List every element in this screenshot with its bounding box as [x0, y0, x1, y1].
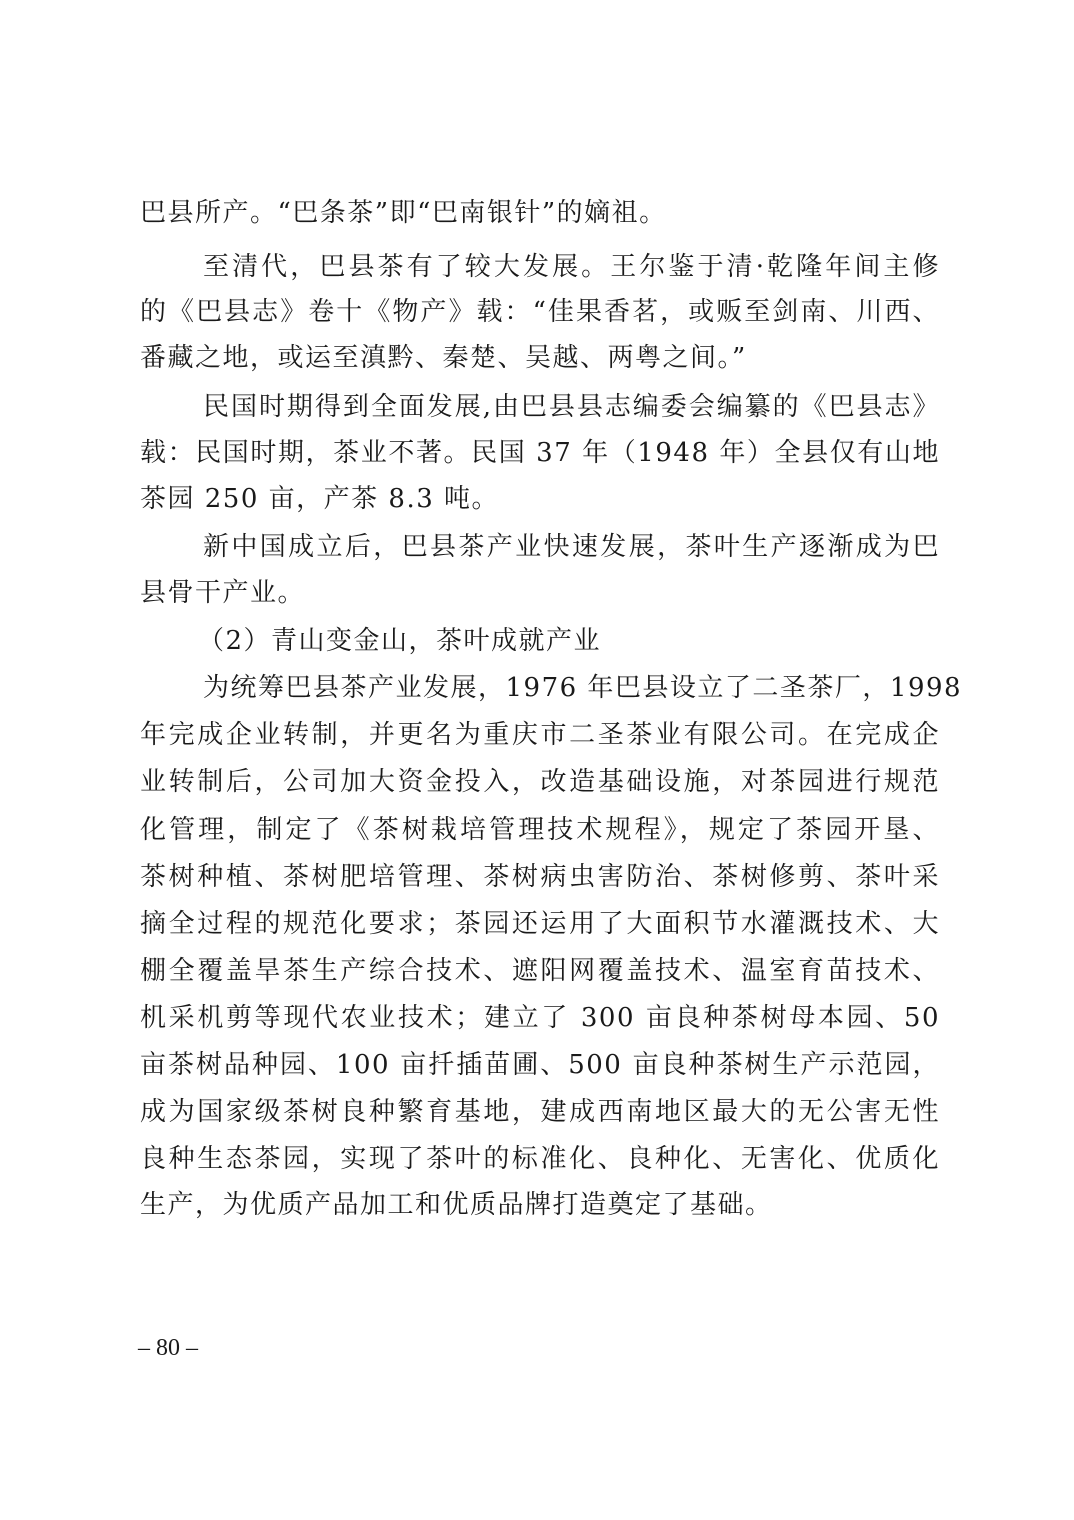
section-heading: （2）青山变金山，茶叶成就产业 — [198, 626, 602, 656]
text-line: 的《巴县志》卷十《物产》载：“佳果香茗，或贩至剑南、川西、 — [140, 297, 940, 327]
paragraph-first-line: 民国时期得到全面发展,由巴县县志编委会编纂的《巴县志》 — [203, 392, 940, 422]
text-line: 成为国家级茶树良种繁育基地，建成西南地区最大的无公害无性 — [140, 1097, 940, 1127]
text-line: 巴县所产。“巴条茶”即“巴南银针”的嫡祖。 — [140, 198, 667, 228]
page-number: – 80 – — [138, 1335, 198, 1361]
paragraph-first-line: 至清代，巴县茶有了较大发展。王尔鉴于清·乾隆年间主修 — [203, 252, 940, 282]
text-line: 茶园 250 亩，产茶 8.3 吨。 — [140, 484, 500, 514]
text-line: 棚全覆盖旱茶生产综合技术、遮阳网覆盖技术、温室育苗技术、 — [140, 956, 940, 986]
text-line: 茶树种植、茶树肥培管理、茶树病虫害防治、茶树修剪、茶叶采 — [140, 862, 940, 892]
text-line: 番藏之地，或运至滇黔、秦楚、吴越、两粤之间。” — [140, 343, 747, 373]
paragraph-first-line: 新中国成立后，巴县茶产业快速发展，茶叶生产逐渐成为巴 — [203, 532, 940, 562]
text-line: 生产，为优质产品加工和优质品牌打造奠定了基础。 — [140, 1190, 773, 1220]
text-line: 载：民国时期，茶业不著。民国 37 年（1948 年）全县仅有山地 — [140, 438, 940, 468]
text-line: 化管理，制定了《茶树栽培管理技术规程》，规定了茶园开垦、 — [140, 815, 940, 845]
text-line: 机采机剪等现代农业技术；建立了 300 亩良种茶树母本园、50 — [140, 1003, 940, 1033]
text-line: 业转制后，公司加大资金投入，改造基础设施，对茶园进行规范 — [140, 767, 940, 797]
paragraph-first-line: 为统筹巴县茶产业发展，1976 年巴县设立了二圣茶厂，1998 — [203, 673, 963, 703]
text-line: 良种生态茶园，实现了茶叶的标准化、良种化、无害化、优质化 — [140, 1144, 940, 1174]
text-line: 县骨干产业。 — [140, 578, 306, 608]
text-line: 年完成企业转制，并更名为重庆市二圣茶业有限公司。在完成企 — [140, 720, 940, 750]
text-line: 摘全过程的规范化要求；茶园还运用了大面积节水灌溉技术、大 — [140, 909, 940, 939]
text-line: 亩茶树品种园、100 亩扦插苗圃、500 亩良种茶树生产示范园， — [140, 1050, 940, 1080]
